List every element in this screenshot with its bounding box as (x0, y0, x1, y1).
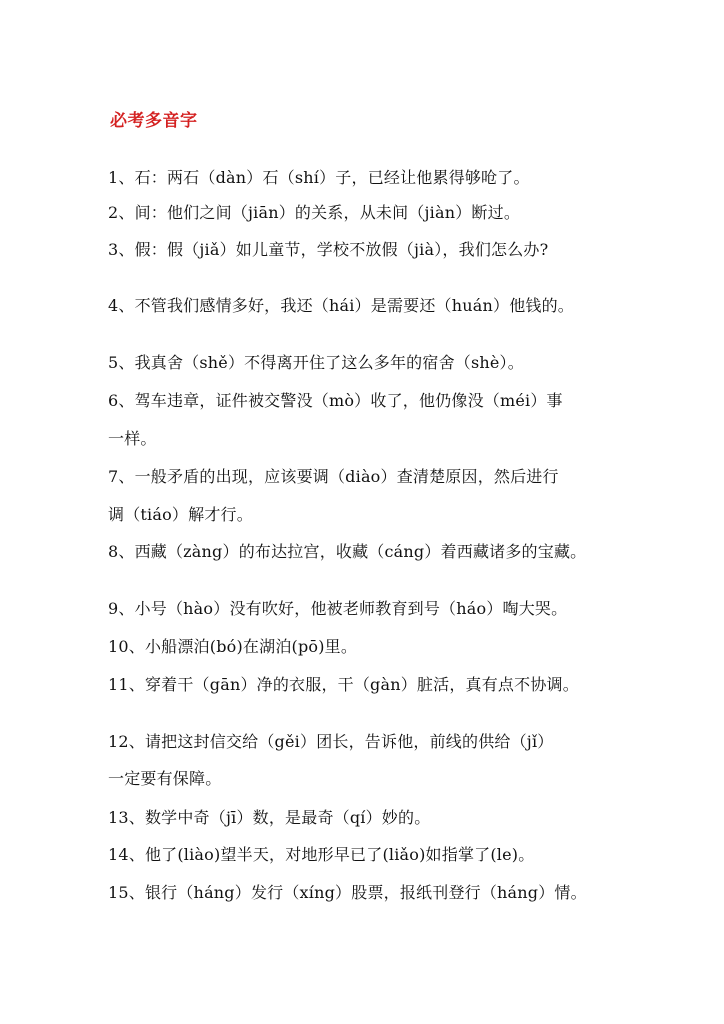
text-line-6: 6、驾车违章，证件被交警没（mò）收了，他仍像没（méi）事 (108, 391, 563, 410)
text-line-11: 11、穿着干（gān）净的衣服，干（gàn）脏活，真有点不协调。 (108, 675, 579, 694)
text-line-15: 15、银行（háng）发行（xíng）股票，报纸刊登行（háng）情。 (108, 883, 587, 902)
text-line-5: 5、我真舍（shě）不得离开住了这么多年的宿舍（shè）。 (108, 353, 524, 372)
text-line-10: 10、小船漂泊(bó)在湖泊(pō)里。 (108, 637, 358, 656)
text-line-14: 14、他了(liào)望半天，对地形早已了(liǎo)如指掌了(le)。 (108, 845, 535, 864)
text-line-1: 1、石：两石（dàn）石（shí）子，已经让他累得够呛了。 (108, 168, 530, 187)
text-line-13: 13、数学中奇（jī）数，是最奇（qí）妙的。 (108, 808, 431, 827)
text-line-6-cont: 一样。 (108, 429, 157, 448)
text-line-9: 9、小号（hào）没有吹好，他被老师教育到号（háo）啕大哭。 (108, 599, 568, 618)
text-line-3: 3、假：假（jiǎ）如儿童节，学校不放假（jià），我们怎么办? (108, 240, 549, 259)
text-line-7: 7、一般矛盾的出现，应该要调（diào）查清楚原因，然后进行 (108, 467, 559, 486)
text-line-7-cont: 调（tiáo）解才行。 (108, 505, 253, 524)
text-line-8: 8、西藏（zàng）的布达拉宫，收藏（cáng）着西藏诸多的宝藏。 (108, 542, 587, 561)
text-line-12-cont: 一定要有保障。 (108, 769, 222, 788)
document-title: 必考多音字 (110, 111, 198, 131)
text-line-4: 4、不管我们感情多好，我还（hái）是需要还（huán）他钱的。 (108, 296, 574, 315)
text-line-12: 12、请把这封信交给（gěi）团长，告诉他，前线的供给（jǐ） (108, 732, 554, 751)
text-line-2: 2、间：他们之间（jiān）的关系，从未间（jiàn）断过。 (108, 203, 521, 222)
